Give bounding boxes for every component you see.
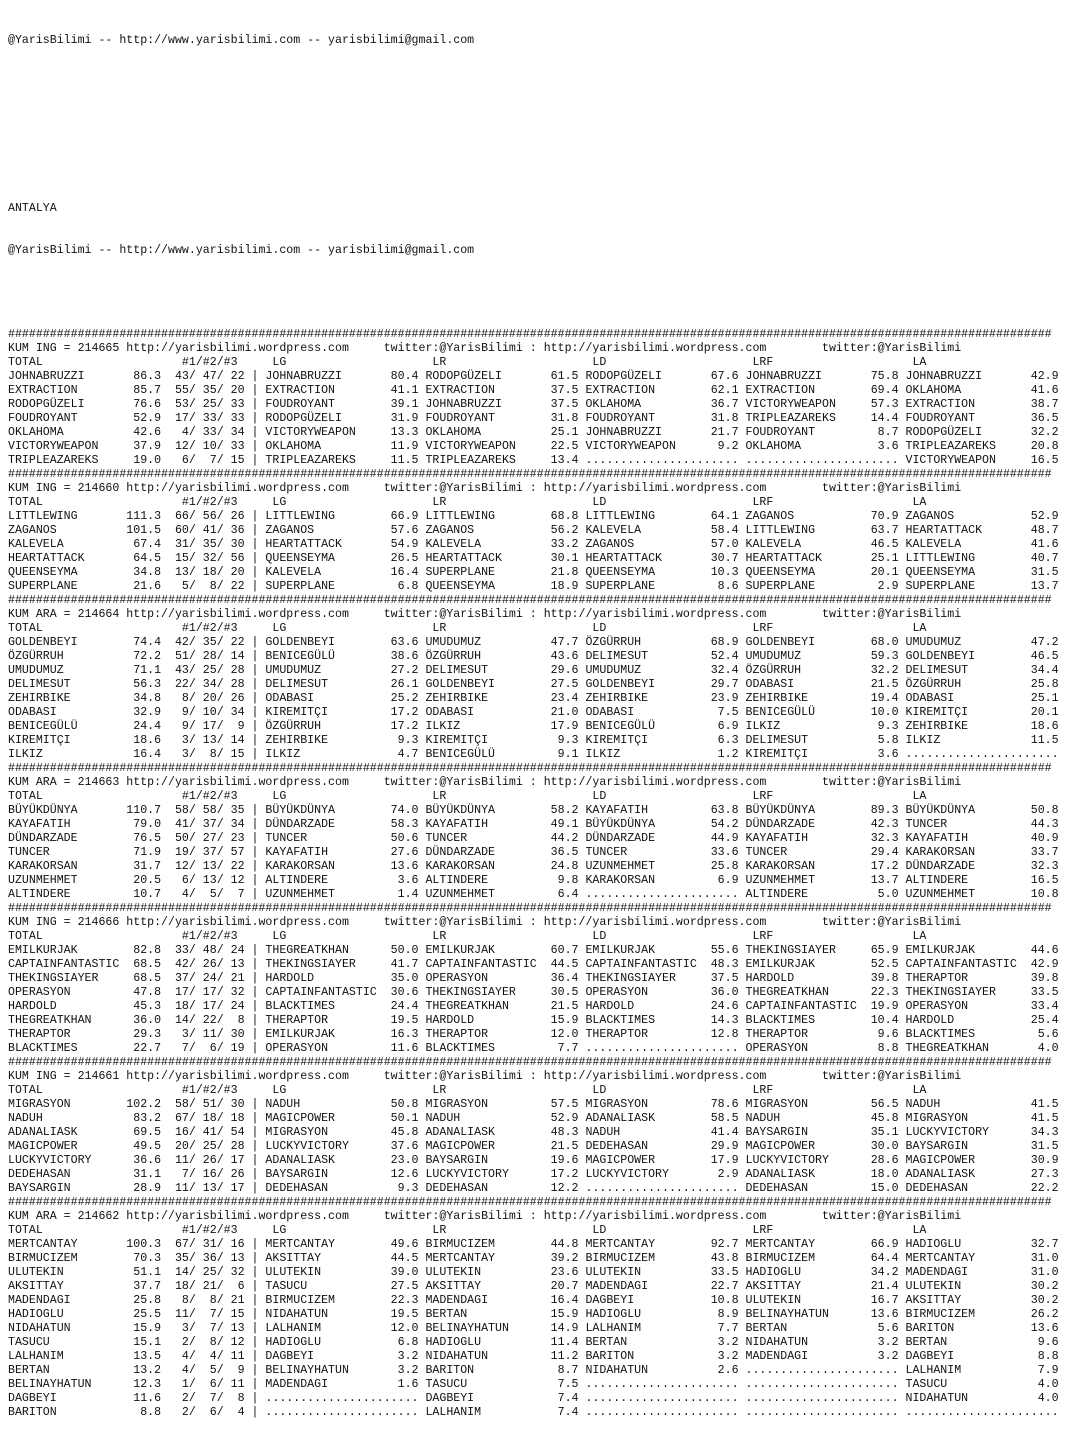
result-row: KAYAFATIH 79.0 41/ 37/ 34 | DÜNDARZADE 58.3 KAYAFATIH 49.1 BÜYÜKDÜNYA 54.2 DÜNDARZADE 42.3 TUNCER 44.3	[8, 818, 1059, 831]
result-row: CAPTAINFANTASTIC 68.5 42/ 26/ 13 | THEKINGSIAYER 41.7 CAPTAINFANTASTIC 44.5 CAPTAINFANTASTIC 48.3 EMILKURJAK 52.5 CAPTAINFANTASTIC 42.9	[8, 958, 1059, 971]
section-title: KUM ING = 214665 http://yarisbilimi.wordpress.com twitter:@YarisBilimi : http://yarisbilimi.wordpress.com twitter:@YarisBilimi	[8, 342, 962, 355]
result-row: TUNCER 71.9 19/ 37/ 57 | KAYAFATIH 27.6 DÜNDARZADE 36.5 TUNCER 33.6 TUNCER 29.4 KARAKORSAN 33.7	[8, 846, 1059, 859]
section-title: KUM ARA = 214664 http://yarisbilimi.wordpress.com twitter:@YarisBilimi : http://yarisbilimi.wordpress.com twitter:@YarisBilimi	[8, 608, 962, 621]
result-row: ÖZGÜRRUH 72.2 51/ 28/ 14 | BENICEGÜLÜ 38.6 ÖZGÜRRUH 43.6 DELIMESUT 52.4 UMUDUMUZ 59.3 GOLDENBEYI 46.5	[8, 650, 1059, 663]
blank-line	[8, 76, 1059, 90]
section-title: KUM ING = 214666 http://yarisbilimi.wordpress.com twitter:@YarisBilimi : http://yarisbilimi.wordpress.com twitter:@YarisBilimi	[8, 916, 962, 929]
column-header: TOTAL #1/#2/#3 LG LR LD LRF LA	[8, 622, 927, 635]
result-row: TASUCU 15.1 2/ 8/ 12 | HADIOGLU 6.8 HADIOGLU 11.4 BERTAN 3.2 NIDAHATUN 3.2 BERTAN 9.6	[8, 1336, 1059, 1349]
result-row: MIGRASYON 102.2 58/ 51/ 30 | NADUH 50.8 MIGRASYON 57.5 MIGRASYON 78.6 MIGRASYON 56.5 NADUH 41.5	[8, 1098, 1059, 1111]
result-row: ADANALIASK 69.5 16/ 41/ 54 | MIGRASYON 45.8 ADANALIASK 48.3 NADUH 41.4 BAYSARGIN 35.1 LUCKYVICTORY 34.3	[8, 1126, 1059, 1139]
result-row: JOHNABRUZZI 86.3 43/ 47/ 22 | JOHNABRUZZI 80.4 RODOPGÜZELI 61.5 RODOPGÜZELI 67.6 JOHNABRUZZI 75.8 JOHNABRUZZI 42.9	[8, 370, 1059, 383]
result-row: BAYSARGIN 28.9 11/ 13/ 17 | DEDEHASAN 9.3 DEDEHASAN 12.2 ...................... DEDEHASAN 15.0 DEDEHASAN 22.2	[8, 1182, 1059, 1195]
hash-divider: ######################################################################################################################################################	[8, 594, 1052, 607]
result-row: BARITON 8.8 2/ 6/ 4 | ...................... LALHANIM 7.4 ...................... ...................... ......................	[8, 1406, 1059, 1419]
result-row: BÜYÜKDÜNYA 110.7 58/ 58/ 35 | BÜYÜKDÜNYA 74.0 BÜYÜKDÜNYA 58.2 KAYAFATIH 63.8 BÜYÜKDÜNYA 89.3 BÜYÜKDÜNYA 50.8	[8, 804, 1059, 817]
result-row: KIREMITÇI 18.6 3/ 13/ 14 | ZEHIRBIKE 9.3 KIREMITÇI 9.3 KIREMITÇI 6.3 DELIMESUT 5.8 ILKIZ 11.5	[8, 734, 1059, 747]
result-row: HADIOGLU 25.5 11/ 7/ 15 | NIDAHATUN 19.5 BERTAN 15.9 HADIOGLU 8.9 BELINAYHATUN 13.6 BIRMUCIZEM 26.2	[8, 1308, 1059, 1321]
result-row: SUPERPLANE 21.6 5/ 8/ 22 | SUPERPLANE 6.8 QUEENSEYMA 18.9 SUPERPLANE 8.6 SUPERPLANE 2.9 SUPERPLANE 13.7	[8, 580, 1059, 593]
result-row: MADENDAGI 25.8 8/ 8/ 21 | BIRMUCIZEM 22.3 MADENDAGI 16.4 DAGBEYI 10.8 ULUTEKIN 16.7 AKSITTAY 30.2	[8, 1294, 1059, 1307]
result-row: NADUH 83.2 67/ 18/ 18 | MAGICPOWER 50.1 NADUH 52.9 ADANALIASK 58.5 NADUH 45.8 MIGRASYON 41.5	[8, 1112, 1059, 1125]
result-row: OKLAHOMA 42.6 4/ 33/ 34 | VICTORYWEAPON 13.3 OKLAHOMA 25.1 JOHNABRUZZI 21.7 FOUDROYANT 8.7 RODOPGÜZELI 32.2	[8, 426, 1059, 439]
column-header: TOTAL #1/#2/#3 LG LR LD LRF LA	[8, 496, 927, 509]
result-row: LUCKYVICTORY 36.6 11/ 26/ 17 | ADANALIASK 23.0 BAYSARGIN 19.6 MAGICPOWER 17.9 LUCKYVICTORY 28.6 MAGICPOWER 30.9	[8, 1154, 1059, 1167]
blank-line	[8, 286, 1059, 300]
hash-divider: ######################################################################################################################################################	[8, 468, 1052, 481]
blank-line	[8, 160, 1059, 174]
result-row: ZEHIRBIKE 34.8 8/ 20/ 26 | ODABASI 25.2 ZEHIRBIKE 23.4 ZEHIRBIKE 23.9 ZEHIRBIKE 19.4 ODABASI 25.1	[8, 692, 1059, 705]
result-row: ZAGANOS 101.5 60/ 41/ 36 | ZAGANOS 57.6 ZAGANOS 56.2 KALEVELA 58.4 LITTLEWING 63.7 HEARTATTACK 48.7	[8, 524, 1059, 537]
result-row: KARAKORSAN 31.7 12/ 13/ 22 | KARAKORSAN 13.6 KARAKORSAN 24.8 UZUNMEHMET 25.8 KARAKORSAN 17.2 DÜNDARZADE 32.3	[8, 860, 1059, 873]
race-sections	[8, 328, 1059, 1420]
contact-line-2: @YarisBilimi -- http://www.yarisbilimi.com -- yarisbilimi@gmail.com	[8, 244, 475, 257]
result-row: GOLDENBEYI 74.4 42/ 35/ 22 | GOLDENBEYI 63.6 UMUDUMUZ 47.7 ÖZGÜRRUH 68.9 GOLDENBEYI 68.0 UMUDUMUZ 47.2	[8, 636, 1059, 649]
result-row: KALEVELA 67.4 31/ 35/ 30 | HEARTATTACK 54.9 KALEVELA 33.2 ZAGANOS 57.0 KALEVELA 46.5 KALEVELA 41.6	[8, 538, 1059, 551]
result-row: BIRMUCIZEM 70.3 35/ 36/ 13 | AKSITTAY 44.5 MERTCANTAY 39.2 BIRMUCIZEM 43.8 BIRMUCIZEM 64.4 MERTCANTAY 31.0	[8, 1252, 1059, 1265]
result-row: THEKINGSIAYER 68.5 37/ 24/ 21 | HARDOLD 35.0 OPERASYON 36.4 THEKINGSIAYER 37.5 HARDOLD 39.8 THERAPTOR 39.8	[8, 972, 1059, 985]
blank-line	[8, 118, 1059, 132]
column-header: TOTAL #1/#2/#3 LG LR LD LRF LA	[8, 1224, 927, 1237]
result-row: UZUNMEHMET 20.5 6/ 13/ 12 | ALTINDERE 3.6 ALTINDERE 9.8 KARAKORSAN 6.9 UZUNMEHMET 13.7 ALTINDERE 16.5	[8, 874, 1059, 887]
result-row: THERAPTOR 29.3 3/ 11/ 30 | EMILKURJAK 16.3 THERAPTOR 12.0 THERAPTOR 12.8 THERAPTOR 9.6 BLACKTIMES 5.6	[8, 1028, 1059, 1041]
result-row: VICTORYWEAPON 37.9 12/ 10/ 33 | OKLAHOMA 11.9 VICTORYWEAPON 22.5 VICTORYWEAPON 9.2 OKLAHOMA 3.6 TRIPLEAZAREKS 20.8	[8, 440, 1059, 453]
section-title: KUM ING = 214661 http://yarisbilimi.wordpress.com twitter:@YarisBilimi : http://yarisbilimi.wordpress.com twitter:@YarisBilimi	[8, 1070, 962, 1083]
result-row: BELINAYHATUN 12.3 1/ 6/ 11 | MADENDAGI 1.6 TASUCU 7.5 ...................... ...................... TASUCU 4.0	[8, 1378, 1059, 1391]
result-row: EXTRACTION 85.7 55/ 35/ 20 | EXTRACTION 41.1 EXTRACTION 37.5 EXTRACTION 62.1 EXTRACTION 69.4 OKLAHOMA 41.6	[8, 384, 1059, 397]
result-row: BENICEGÜLÜ 24.4 9/ 17/ 9 | ÖZGÜRRUH 17.2 ILKIZ 17.9 BENICEGÜLÜ 6.9 ILKIZ 9.3 ZEHIRBIKE 18.6	[8, 720, 1059, 733]
result-row: ODABASI 32.9 9/ 10/ 34 | KIREMITÇI 17.2 ODABASI 21.0 ODABASI 7.5 BENICEGÜLÜ 10.0 KIREMITÇI 20.1	[8, 706, 1059, 719]
section-title: KUM ARA = 214663 http://yarisbilimi.wordpress.com twitter:@YarisBilimi : http://yarisbilimi.wordpress.com twitter:@YarisBilimi	[8, 776, 962, 789]
result-row: BERTAN 13.2 4/ 5/ 9 | BELINAYHATUN 3.2 BARITON 8.7 NIDAHATUN 2.6 ...................... LALHANIM 7.9	[8, 1364, 1059, 1377]
result-row: ALTINDERE 10.7 4/ 5/ 7 | UZUNMEHMET 1.4 UZUNMEHMET 6.4 ...................... ALTINDERE 5.0 UZUNMEHMET 10.8	[8, 888, 1059, 901]
hash-divider: ######################################################################################################################################################	[8, 1196, 1052, 1209]
result-row: TRIPLEAZAREKS 19.0 6/ 7/ 15 | TRIPLEAZAREKS 11.5 TRIPLEAZAREKS 13.4 ...................... ...................... VICTORYWEAPON 16.5	[8, 454, 1059, 467]
contact-line: @YarisBilimi -- http://www.yarisbilimi.com -- yarisbilimi@gmail.com	[8, 34, 475, 47]
result-row: LITTLEWING 111.3 66/ 56/ 26 | LITTLEWING 66.9 LITTLEWING 68.8 LITTLEWING 64.1 ZAGANOS 70.9 ZAGANOS 52.9	[8, 510, 1059, 523]
result-row: DÜNDARZADE 76.5 50/ 27/ 23 | TUNCER 50.6 TUNCER 44.2 DÜNDARZADE 44.9 KAYAFATIH 32.3 KAYAFATIH 40.9	[8, 832, 1059, 845]
result-row: BLACKTIMES 22.7 7/ 6/ 19 | OPERASYON 11.6 BLACKTIMES 7.7 ...................... OPERASYON 8.8 THEGREATKHAN 4.0	[8, 1042, 1059, 1055]
result-row: RODOPGÜZELI 76.6 53/ 25/ 33 | FOUDROYANT 39.1 JOHNABRUZZI 37.5 OKLAHOMA 36.7 VICTORYWEAPON 57.3 EXTRACTION 38.7	[8, 398, 1059, 411]
hash-divider: ######################################################################################################################################################	[8, 328, 1052, 341]
result-row: DEDEHASAN 31.1 7/ 16/ 26 | BAYSARGIN 12.6 LUCKYVICTORY 17.2 LUCKYVICTORY 2.9 ADANALIASK 18.0 ADANALIASK 27.3	[8, 1168, 1059, 1181]
result-row: HEARTATTACK 64.5 15/ 32/ 56 | QUEENSEYMA 26.5 HEARTATTACK 30.1 HEARTATTACK 30.7 HEARTATTACK 25.1 LITTLEWING 40.7	[8, 552, 1059, 565]
result-row: MERTCANTAY 100.3 67/ 31/ 16 | MERTCANTAY 49.6 BIRMUCIZEM 44.8 MERTCANTAY 92.7 MERTCANTAY 66.9 HADIOGLU 32.7	[8, 1238, 1059, 1251]
result-row: ILKIZ 16.4 3/ 8/ 15 | ILKIZ 4.7 BENICEGÜLÜ 9.1 ILKIZ 1.2 KIREMITÇI 3.6 ......................	[8, 748, 1059, 761]
results-document	[8, 6, 1059, 1434]
column-header: TOTAL #1/#2/#3 LG LR LD LRF LA	[8, 1084, 927, 1097]
result-row: UMUDUMUZ 71.1 43/ 25/ 28 | UMUDUMUZ 27.2 DELIMESUT 29.6 UMUDUMUZ 32.4 ÖZGÜRRUH 32.2 DELIMESUT 34.4	[8, 664, 1059, 677]
result-row: DELIMESUT 56.3 22/ 34/ 28 | DELIMESUT 26.1 GOLDENBEYI 27.5 GOLDENBEYI 29.7 ODABASI 21.5 ÖZGÜRRUH 25.8	[8, 678, 1059, 691]
city-title: ANTALYA	[8, 202, 57, 215]
result-row: OPERASYON 47.8 17/ 17/ 32 | CAPTAINFANTASTIC 30.6 THEKINGSIAYER 30.5 OPERASYON 36.0 THEGREATKHAN 22.3 THEKINGSIAYER 33.5	[8, 986, 1059, 999]
column-header: TOTAL #1/#2/#3 LG LR LD LRF LA	[8, 930, 927, 943]
hash-divider: ######################################################################################################################################################	[8, 902, 1052, 915]
hash-divider: ######################################################################################################################################################	[8, 1056, 1052, 1069]
section-title: KUM ING = 214660 http://yarisbilimi.wordpress.com twitter:@YarisBilimi : http://yarisbilimi.wordpress.com twitter:@YarisBilimi	[8, 482, 962, 495]
result-row: ULUTEKIN 51.1 14/ 25/ 32 | ULUTEKIN 39.0 ULUTEKIN 23.6 ULUTEKIN 33.5 HADIOGLU 34.2 MADENDAGI 31.0	[8, 1266, 1059, 1279]
result-row: DAGBEYI 11.6 2/ 7/ 8 | ...................... DAGBEYI 7.4 ...................... ...................... NIDAHATUN 4.0	[8, 1392, 1059, 1405]
section-title: KUM ARA = 214662 http://yarisbilimi.wordpress.com twitter:@YarisBilimi : http://yarisbilimi.wordpress.com twitter:@YarisBilimi	[8, 1210, 962, 1223]
column-header: TOTAL #1/#2/#3 LG LR LD LRF LA	[8, 356, 927, 369]
result-row: NIDAHATUN 15.9 3/ 7/ 13 | LALHANIM 12.0 BELINAYHATUN 14.9 LALHANIM 7.7 BERTAN 5.6 BARITON 13.6	[8, 1322, 1059, 1335]
result-row: THEGREATKHAN 36.0 14/ 22/ 8 | THERAPTOR 19.5 HARDOLD 15.9 BLACKTIMES 14.3 BLACKTIMES 10.4 HARDOLD 25.4	[8, 1014, 1059, 1027]
result-row: QUEENSEYMA 34.8 13/ 18/ 20 | KALEVELA 16.4 SUPERPLANE 21.8 QUEENSEYMA 10.3 QUEENSEYMA 20.1 QUEENSEYMA 31.5	[8, 566, 1059, 579]
result-row: FOUDROYANT 52.9 17/ 33/ 33 | RODOPGÜZELI 31.9 FOUDROYANT 31.8 FOUDROYANT 31.8 TRIPLEAZAREKS 14.4 FOUDROYANT 36.5	[8, 412, 1059, 425]
result-row: AKSITTAY 37.7 18/ 21/ 6 | TASUCU 27.5 AKSITTAY 20.7 MADENDAGI 22.7 AKSITTAY 21.4 ULUTEKIN 30.2	[8, 1280, 1059, 1293]
result-row: LALHANIM 13.5 4/ 4/ 11 | DAGBEYI 3.2 NIDAHATUN 11.2 BARITON 3.2 MADENDAGI 3.2 DAGBEYI 8.8	[8, 1350, 1059, 1363]
result-row: MAGICPOWER 49.5 20/ 25/ 28 | LUCKYVICTORY 37.6 MAGICPOWER 21.5 DEDEHASAN 29.9 MAGICPOWER 30.0 BAYSARGIN 31.5	[8, 1140, 1059, 1153]
column-header: TOTAL #1/#2/#3 LG LR LD LRF LA	[8, 790, 927, 803]
result-row: HARDOLD 45.3 18/ 17/ 24 | BLACKTIMES 24.4 THEGREATKHAN 21.5 HARDOLD 24.6 CAPTAINFANTASTIC 19.9 OPERASYON 33.4	[8, 1000, 1059, 1013]
hash-divider: ######################################################################################################################################################	[8, 762, 1052, 775]
result-row: EMILKURJAK 82.8 33/ 48/ 24 | THEGREATKHAN 50.0 EMILKURJAK 60.7 EMILKURJAK 55.6 THEKINGSIAYER 65.9 EMILKURJAK 44.6	[8, 944, 1059, 957]
